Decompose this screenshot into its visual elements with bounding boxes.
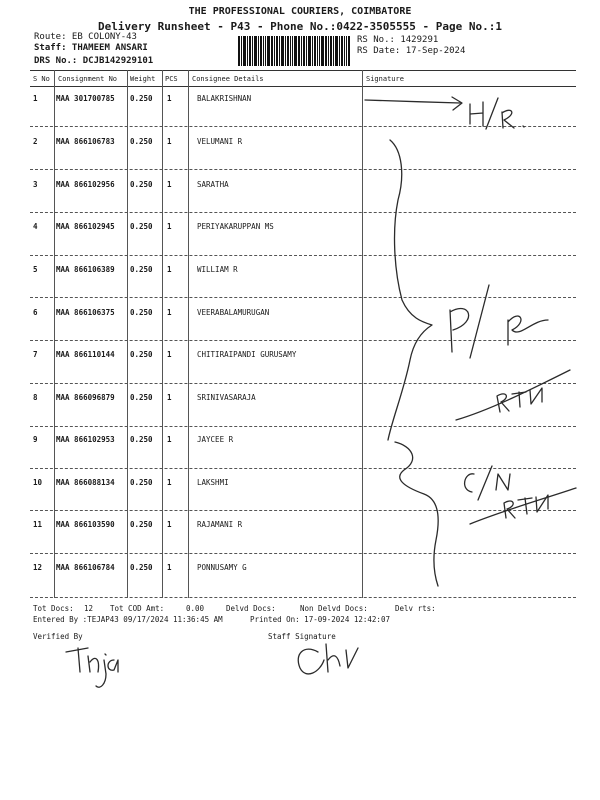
staff-signature-label: Staff Signature — [268, 632, 336, 641]
row-weight: 0.250 — [130, 180, 153, 189]
rs-number: RS No.: 1429291 — [357, 35, 439, 45]
column-header-pcs: PCS — [165, 75, 178, 83]
row-consignee: LAKSHMI — [197, 478, 229, 487]
row-pcs: 1 — [167, 478, 172, 487]
row-consignment-no: MAA 866102953 — [56, 435, 115, 444]
row-weight: 0.250 — [130, 265, 153, 274]
handwritten-letter-mark — [496, 474, 510, 490]
handwritten-letter-mark — [512, 392, 526, 407]
verified-signature-dot — [105, 654, 106, 655]
row-pcs: 1 — [167, 265, 172, 274]
handwritten-letter-mark — [450, 308, 469, 352]
column-divider — [127, 70, 128, 598]
table-top-rule — [30, 70, 576, 71]
arrow-mark — [365, 100, 460, 103]
column-divider — [362, 70, 363, 598]
row-separator — [30, 126, 576, 127]
table-header-rule — [30, 86, 576, 87]
drs-number: DRS No.: DCJB142929101 — [34, 56, 154, 66]
handwritten-slash-mark — [486, 98, 498, 129]
row-consignee: RAJAMANI R — [197, 520, 243, 529]
company-name: THE PROFESSIONAL COURIERS, COIMBATORE — [188, 6, 412, 17]
runsheet-subtitle: Delivery Runsheet - P43 - Phone No.:0422-3505555 - Page No.:1 — [98, 20, 502, 33]
strike-line-mark — [470, 488, 576, 524]
row-separator — [30, 468, 576, 469]
row-consignment-no: MAA 866102945 — [56, 222, 115, 231]
row-consignment-no: MAA 866106783 — [56, 137, 115, 146]
row-pcs: 1 — [167, 222, 172, 231]
row-separator — [30, 297, 576, 298]
column-divider — [162, 70, 163, 598]
row-pcs: 1 — [167, 180, 172, 189]
handwritten-letter-mark — [470, 102, 483, 126]
handwritten-letter-mark — [518, 498, 532, 514]
row-weight: 0.250 — [130, 393, 153, 402]
row-pcs: 1 — [167, 94, 172, 103]
row-separator — [30, 340, 576, 341]
column-divider — [54, 70, 55, 598]
row-weight: 0.250 — [130, 308, 153, 317]
brace-line-mark — [388, 140, 432, 440]
row-consignee: PONNUSAMY G — [197, 563, 247, 572]
row-pcs: 1 — [167, 393, 172, 402]
strike-line-mark — [456, 370, 570, 420]
handwritten-letter-mark — [465, 474, 474, 492]
row-separator — [30, 255, 576, 256]
route: Route: EB COLONY-43 — [34, 32, 137, 42]
row-sno: 12 — [33, 563, 43, 572]
column-header-weight: Weight — [130, 75, 156, 83]
row-weight: 0.250 — [130, 563, 153, 572]
row-consignee: PERIYAKARUPPAN MS — [197, 222, 274, 231]
row-weight: 0.250 — [130, 137, 153, 146]
row-consignment-no: MAA 866106784 — [56, 563, 115, 572]
verified-by-label: Verified By — [33, 632, 83, 641]
row-consignment-no: MAA 866106389 — [56, 265, 115, 274]
row-consignment-no: MAA 866102956 — [56, 180, 115, 189]
row-weight: 0.250 — [130, 520, 153, 529]
row-weight: 0.250 — [130, 350, 153, 359]
column-header-sno: S No — [33, 75, 50, 83]
row-separator — [30, 383, 576, 384]
row-consignment-no: MAA 866088134 — [56, 478, 115, 487]
row-weight: 0.250 — [130, 478, 153, 487]
row-consignee: JAYCEE R — [197, 435, 234, 444]
row-consignee: BALAKRISHNAN — [197, 94, 252, 103]
row-sno: 2 — [33, 137, 38, 146]
staff-signature — [298, 644, 358, 674]
row-pcs: 1 — [167, 563, 172, 572]
row-sno: 5 — [33, 265, 38, 274]
handwritten-slash-mark — [470, 285, 489, 358]
row-sno: 4 — [33, 222, 38, 231]
rs-date: RS Date: 17-Sep-2024 — [357, 46, 466, 56]
row-separator — [30, 510, 576, 511]
row-consignment-no: MAA 866096879 — [56, 393, 115, 402]
row-consignee: WILLIAM R — [197, 265, 238, 274]
row-consignee: SRINIVASARAJA — [197, 393, 256, 402]
printed-on: Printed On: 17-09-2024 12:42:07 — [250, 615, 390, 624]
row-weight: 0.250 — [130, 94, 153, 103]
row-pcs: 1 — [167, 137, 172, 146]
row-pcs: 1 — [167, 435, 172, 444]
tot-cod-label: Tot COD Amt: — [110, 604, 165, 613]
row-pcs: 1 — [167, 520, 172, 529]
row-consignee: VELUMANI R — [197, 137, 243, 146]
row-consignment-no: MAA 301700785 — [56, 94, 115, 103]
row-separator — [30, 426, 576, 427]
row-consignment-no: MAA 866110144 — [56, 350, 115, 359]
row-sno: 8 — [33, 393, 38, 402]
row-consignee: CHITIRAIPANDI GURUSAMY — [197, 350, 297, 359]
handwritten-letter-mark — [497, 394, 509, 412]
tot-docs-label: Tot Docs: — [33, 604, 74, 613]
row-pcs: 1 — [167, 350, 172, 359]
arrow-head-mark — [452, 97, 462, 110]
row-pcs: 1 — [167, 308, 172, 317]
row-consignee: SARATHA — [197, 180, 229, 189]
handwritten-letter-mark — [530, 388, 542, 404]
column-header-signature: Signature — [366, 75, 404, 83]
row-consignee: VEERABALAMURUGAN — [197, 308, 270, 317]
row-weight: 0.250 — [130, 222, 153, 231]
column-header-consignment: Consignment No — [58, 75, 118, 83]
row-sno: 3 — [33, 180, 38, 189]
row-consignment-no: MAA 866106375 — [56, 308, 115, 317]
row-separator — [30, 553, 576, 554]
row-sno: 6 — [33, 308, 38, 317]
brace-line-mark — [395, 442, 438, 586]
barcode — [238, 36, 350, 66]
row-consignment-no: MAA 866103590 — [56, 520, 115, 529]
delv-pts-label: Delv rts: — [395, 604, 436, 613]
staff: Staff: THAMEEM ANSARI — [34, 43, 148, 53]
verified-signature — [66, 648, 118, 687]
entered-by: Entered By :TEJAP43 09/17/2024 11:36:45 AM — [33, 615, 223, 624]
column-divider — [188, 70, 189, 598]
row-sno: 11 — [33, 520, 43, 529]
row-weight: 0.250 — [130, 435, 153, 444]
non-delvd-docs-label: Non Delvd Docs: — [300, 604, 368, 613]
handwritten-slash-mark — [478, 466, 492, 500]
row-sno: 7 — [33, 350, 38, 359]
row-sno: 1 — [33, 94, 38, 103]
column-header-consignee: Consignee Details — [192, 75, 264, 83]
row-separator — [30, 597, 576, 598]
row-sno: 9 — [33, 435, 38, 444]
tot-cod-value: 0.00 — [186, 604, 205, 613]
row-separator — [30, 212, 576, 213]
delvd-docs-label: Delvd Docs: — [226, 604, 276, 613]
row-sno: 10 — [33, 478, 43, 487]
row-separator — [30, 169, 576, 170]
tot-docs-value: 12 — [84, 604, 94, 613]
